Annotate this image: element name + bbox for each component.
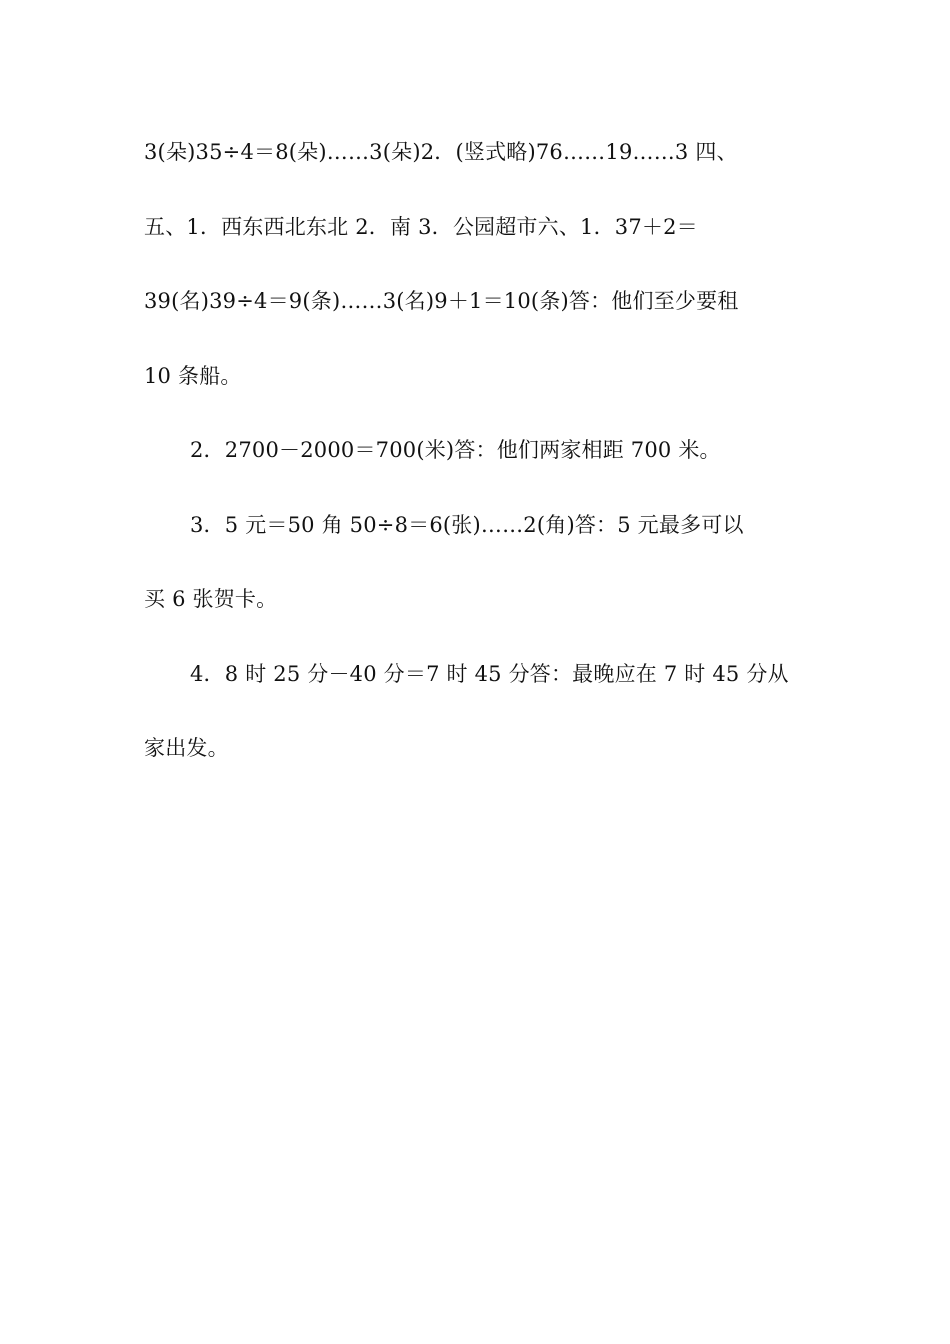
text-line-3: 39(名)39÷4＝9(条)……3(名)9＋1＝10(条)答：他们至少要租: [144, 289, 739, 313]
answer-text-block: [144, 128, 809, 799]
text-line-4: 10 条船。: [144, 363, 242, 388]
text-line-7: 买 6 张贺卡。: [144, 587, 278, 611]
text-line-1: 3(朵)35÷4＝8(朵)……3(朵)2．(竖式略)76……19……3 四、: [144, 140, 738, 164]
text-line-5: 2．2700－2000＝700(米)答：他们两家相距 700 米。: [190, 438, 721, 462]
text-line-9: 家出发。: [144, 736, 229, 760]
text-line-2: 五、1．西东西北东北 2．南 3．公园超市六、1．37＋2＝: [144, 214, 698, 239]
text-line-6: 3．5 元＝50 角 50÷8＝6(张)……2(角)答：5 元最多可以: [190, 512, 744, 537]
text-line-8: 4．8 时 25 分－40 分＝7 时 45 分答：最晚应在 7 时 45 分从: [190, 661, 789, 686]
